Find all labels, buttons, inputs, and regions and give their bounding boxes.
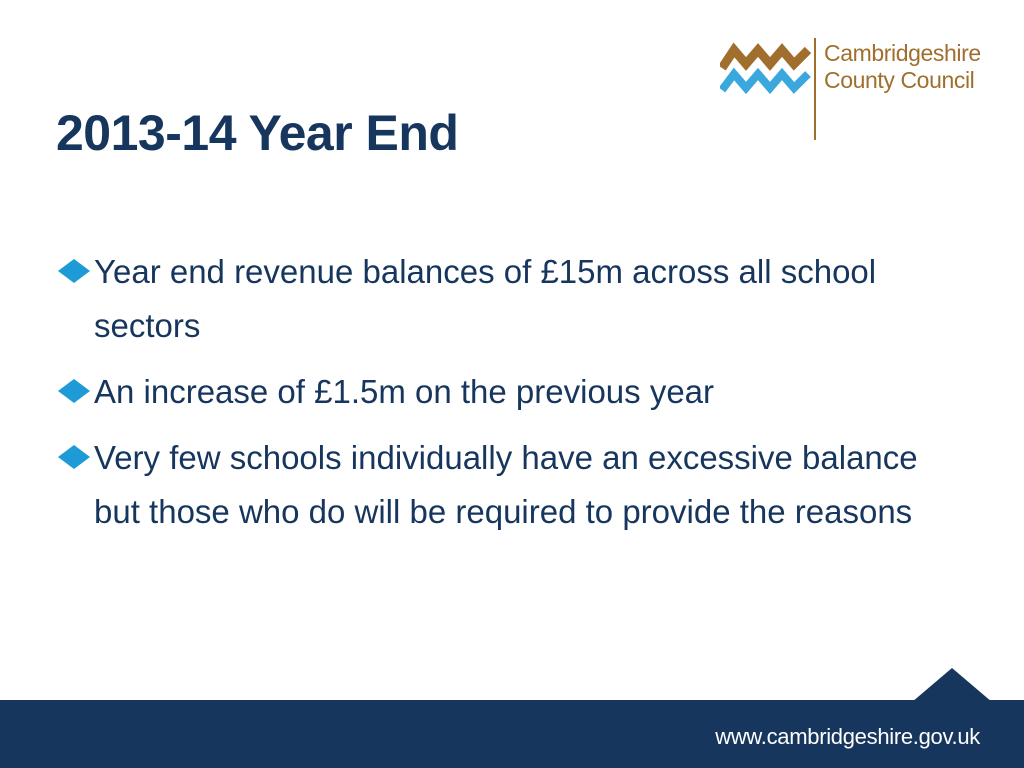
bullet-item [58,431,918,539]
logo-line-2: County Council [824,67,975,93]
wave-logo-icon [720,42,812,100]
bullet-text: Year end revenue balances of £15m across all school sectors [94,253,877,344]
logo-line-1: Cambridgeshire [824,40,981,66]
diamond-bullet-icon [58,445,90,469]
footer-url: www.cambridgeshire.gov.uk [715,724,980,749]
slide-title: 2013-14 Year End [56,105,459,161]
logo-divider [814,38,816,140]
bullet-list [58,245,918,551]
footer-bar [0,700,1024,768]
cambridgeshire-logo [720,38,1000,142]
bullet-text: An increase of £1.5m on the previous year [94,373,715,410]
diamond-bullet-icon [58,259,90,283]
bullet-item [58,245,918,353]
footer-tab-shape [912,668,992,702]
bullet-item [58,365,918,419]
logo-wordmark [824,40,981,94]
diamond-bullet-icon [58,379,90,403]
bullet-text: Very few schools individually have an excessive balance but those who do will be required to provide the reasons [94,439,918,530]
